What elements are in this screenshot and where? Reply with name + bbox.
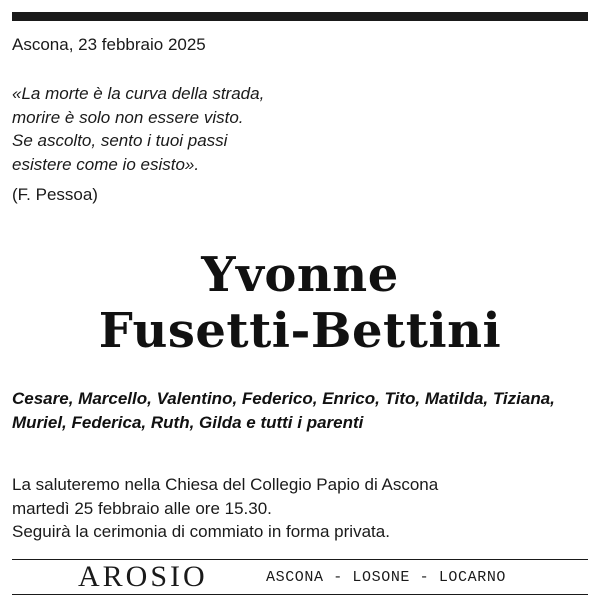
funeral-home-locations: ASCONA - LOSONE - LOCARNO (266, 569, 507, 586)
mourners-list (12, 387, 555, 435)
deceased-last-name: Fusetti-Bettini (98, 303, 502, 359)
deceased-name (0, 247, 600, 359)
service-line: Seguirà la cerimonia di commiato in forma privata. (12, 522, 390, 541)
service-details (12, 473, 438, 544)
mourners-line: Cesare, Marcello, Valentino, Federico, Enrico, Tito, Matilda, Tiziana, (12, 389, 555, 408)
quote-line: «La morte è la curva della strada, (12, 84, 265, 103)
funeral-home-brand: AROSIO (78, 560, 208, 593)
dateline: Ascona, 23 febbraio 2025 (12, 35, 206, 54)
mourners-line: Muriel, Federica, Ruth, Gilda e tutti i parenti (12, 413, 364, 432)
deceased-first-name: Yvonne (201, 247, 399, 303)
quote-line: morire è solo non essere visto. (12, 107, 244, 127)
footer-rule-bottom (12, 594, 588, 595)
quote-attribution: (F. Pessoa) (12, 185, 98, 204)
quote-line: Se ascolto, sento i tuoi passi (12, 131, 228, 150)
service-line: martedì 25 febbraio alle ore 15.30. (12, 498, 272, 518)
quote-line: esistere come io esisto». (12, 154, 200, 174)
quote (12, 82, 264, 176)
service-line: La saluteremo nella Chiesa del Collegio Papio di Ascona (12, 475, 439, 494)
top-rule (12, 12, 588, 21)
